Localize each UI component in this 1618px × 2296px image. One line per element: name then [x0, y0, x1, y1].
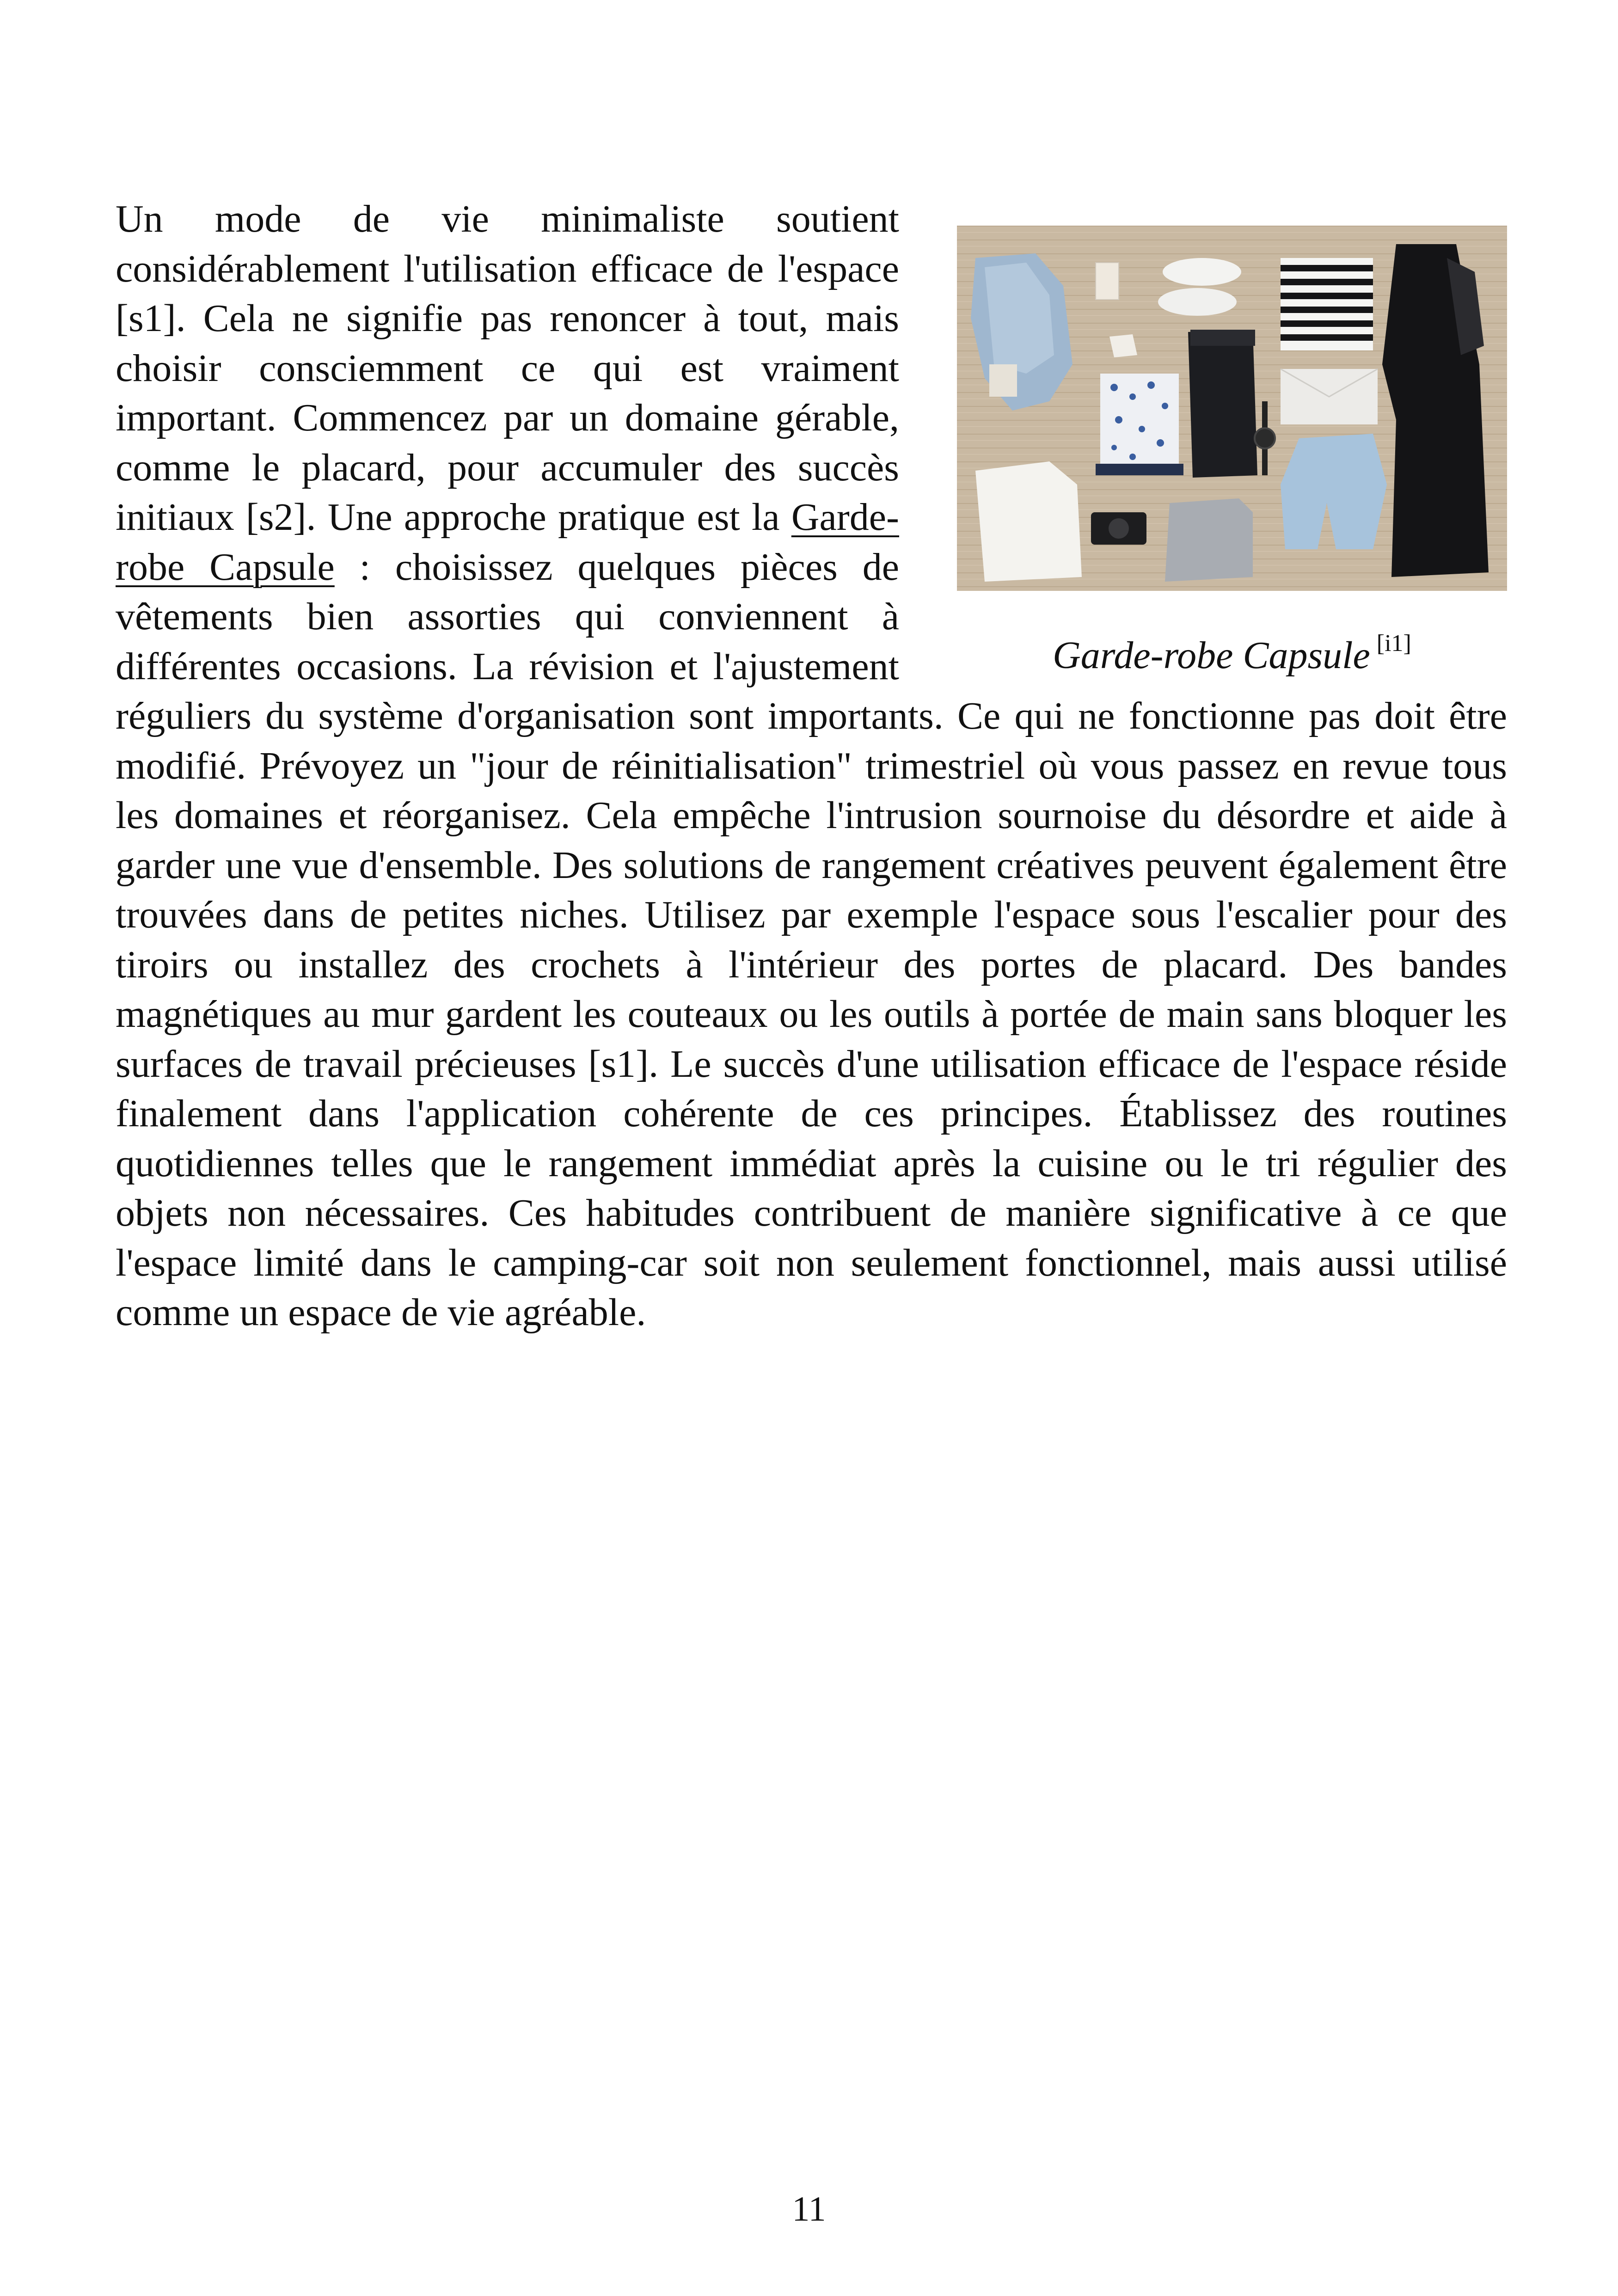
article-text-part-1: Un mode de vie minimaliste soutient considérablement l'utilisation efficace de l'espace [s1]. Cela ne signifie pas renoncer à tout, mais choisir consciemment ce qui est vraiment important. Commencez par un domaine gérable, comme le placard, pour accumuler des succès initiaux [s2]. Une approche pratique est la — [116, 197, 899, 539]
page-content — [116, 194, 1507, 1338]
article-text-part-2: : choisissez quelques pièces de vêtements bien assorties qui conviennent à différentes occasions. La révision et l'ajustement réguliers du système d'organisation sont importants. Ce qui ne fonctionne pas doit être modifié. Prévoyez un "jour de réinitialisation" trimestriel où vous passez en revue tous les domaines et réorganisez. Cela empêche l'intrusion sournoise du désordre et aide à garder une vue d'ensemble. Des solutions de rangement créatives peuvent également être trouvées dans de petites niches. Utilisez par exemple l'espace sous l'escalier pour des tiroirs ou installez des crochets à l'intérieur des portes de placard. Des bandes magnétiques au mur gardent les couteaux ou les outils à portée de main sans bloquer les surfaces de travail précieuses [s1]. Le succès d'une utilisation efficace de l'espace réside finalement dans l'application cohérente de ces principes. Établissez des routines quotidiennes telles que le rangement immédiat après la cuisine ou le tri régulier des objets non nécessaires. Ces habitudes contribuent de manière significative à ce que l'espace limité dans le camping-car soit non seulement fonctionnel, mais aussi utilisé comme un espace de vie agréable. — [116, 545, 1507, 1334]
figure — [957, 226, 1507, 679]
clothes-flatlay-photo — [957, 226, 1507, 591]
capsule-wardrobe-link[interactable]: Garde-robe Capsule — [116, 496, 899, 589]
caption-ref: [i1] — [1376, 630, 1411, 657]
caption-text: Garde-robe Capsule — [1053, 634, 1370, 677]
page-number: 11 — [792, 2190, 826, 2228]
figure-caption — [957, 632, 1507, 679]
